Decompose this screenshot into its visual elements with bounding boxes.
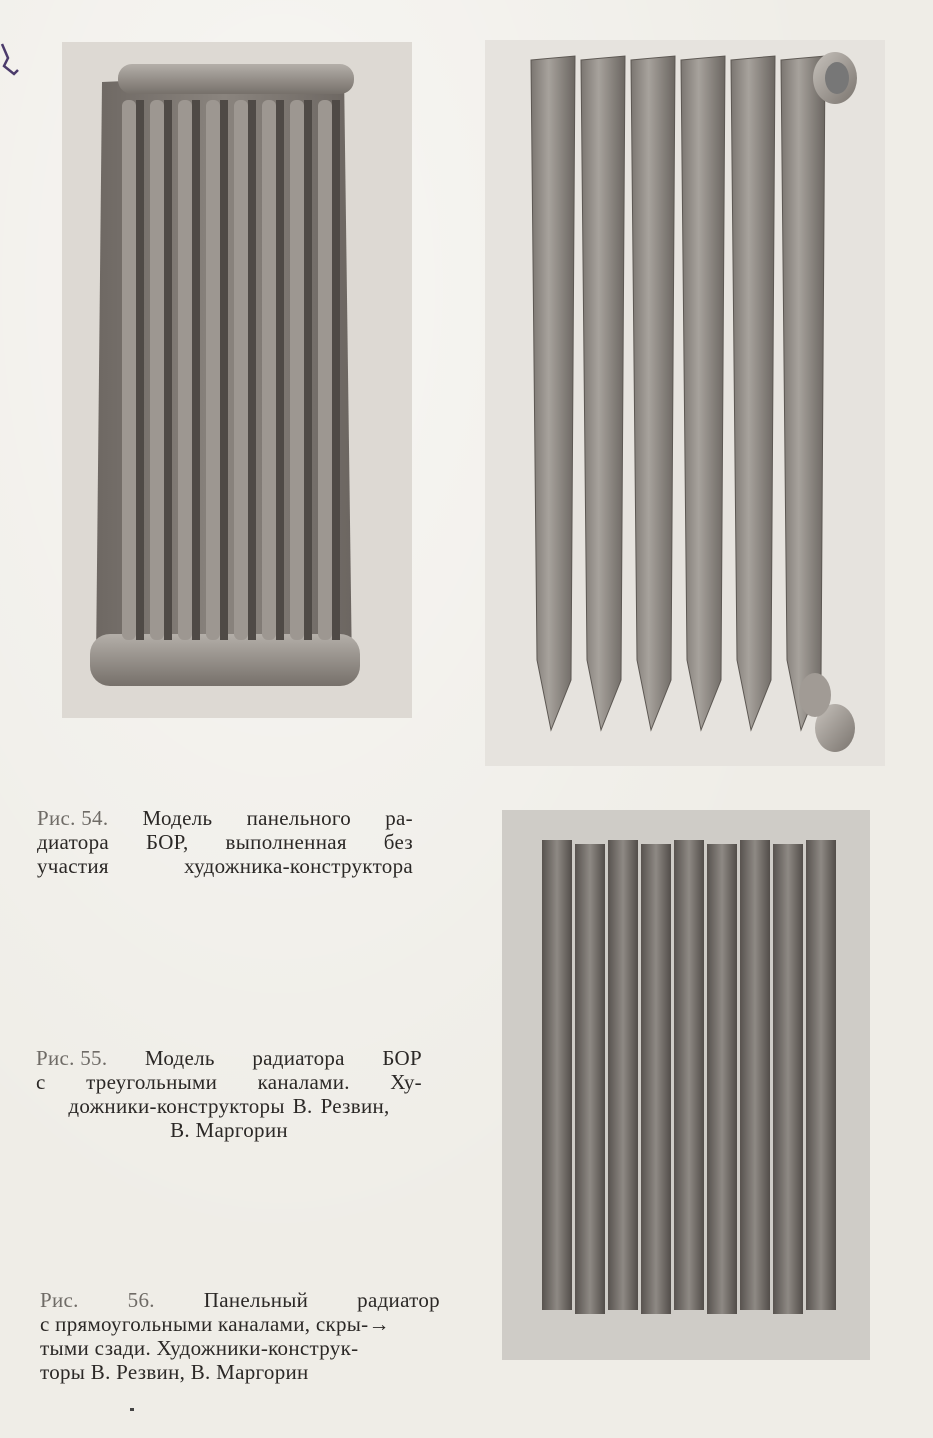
caption-word: участия xyxy=(37,854,109,878)
radiator-rib xyxy=(122,100,136,640)
caption-word: каналами. xyxy=(257,1070,350,1094)
caption-word: торы В. Резвин, В. Маргорин xyxy=(40,1360,309,1384)
caption-word: без xyxy=(383,830,413,854)
caption-word: с xyxy=(36,1070,46,1094)
caption-word: БОР xyxy=(382,1046,422,1070)
radiator-rib-shadow xyxy=(136,100,144,640)
radiator-rib xyxy=(318,100,332,640)
radiator-rib-shadow xyxy=(192,100,200,640)
radiator-channel xyxy=(674,840,704,1310)
caption-line xyxy=(36,1094,422,1118)
caption-line xyxy=(40,1288,440,1312)
radiator-channel xyxy=(773,844,803,1314)
caption-line xyxy=(37,806,413,830)
figure-55-photo xyxy=(485,40,885,766)
radiator-channel xyxy=(707,844,737,1314)
figure-55-caption xyxy=(36,1046,422,1142)
radiator-channel xyxy=(608,840,638,1310)
page-speck xyxy=(130,1408,134,1411)
caption-word: художника-конструктора xyxy=(184,854,413,878)
radiator-fin xyxy=(581,56,625,730)
radiator-rib xyxy=(290,100,304,640)
radiator-rib xyxy=(206,100,220,640)
caption-word: панельного xyxy=(246,806,352,830)
radiator-rib-shadow xyxy=(304,100,312,640)
caption-word: Ху- xyxy=(390,1070,422,1094)
caption-word: БОР, xyxy=(145,830,189,854)
radiator-rib-shadow xyxy=(332,100,340,640)
radiator-channel xyxy=(575,844,605,1314)
caption-word: треугольными xyxy=(86,1070,218,1094)
radiator-rib xyxy=(178,100,192,640)
caption-line xyxy=(36,1118,422,1142)
radiator-rib-shadow xyxy=(220,100,228,640)
radiator-channel xyxy=(740,840,770,1310)
radiator-rib xyxy=(150,100,164,640)
caption-line xyxy=(37,830,413,854)
caption-word: Рис. 55. xyxy=(36,1046,108,1070)
radiator-fin xyxy=(631,56,675,730)
caption-word: В. xyxy=(292,1094,313,1118)
caption-word: радиатор xyxy=(357,1288,440,1312)
ink-mark xyxy=(0,40,22,80)
radiator-rib xyxy=(234,100,248,640)
figure-56-caption xyxy=(40,1288,440,1384)
caption-word: дожники-конструкторы xyxy=(68,1094,285,1118)
caption-word: выполненная xyxy=(225,830,347,854)
radiator-channel xyxy=(806,840,836,1310)
caption-word: Панельный xyxy=(203,1288,309,1312)
caption-line xyxy=(37,854,413,878)
caption-word: Модель xyxy=(142,806,213,830)
caption-line xyxy=(40,1360,440,1384)
radiator-rib-shadow xyxy=(164,100,172,640)
caption-line xyxy=(40,1312,440,1336)
radiator-fin xyxy=(681,56,725,730)
caption-line xyxy=(36,1046,422,1070)
figure-54-photo xyxy=(62,42,412,718)
caption-word: Модель xyxy=(144,1046,215,1070)
radiator-channel xyxy=(641,844,671,1314)
caption-word: Рис. 54. xyxy=(37,806,109,830)
figure-56-photo xyxy=(502,810,870,1360)
radiator-fin xyxy=(731,56,775,730)
figure-54-caption xyxy=(37,806,413,878)
radiator-rib-shadow xyxy=(248,100,256,640)
caption-word: радиатора xyxy=(252,1046,345,1070)
caption-word: Рис. xyxy=(40,1288,79,1312)
caption-word: диатора xyxy=(37,830,110,854)
radiator-rib xyxy=(262,100,276,640)
radiator-fin xyxy=(781,56,825,730)
radiator-fin xyxy=(531,56,575,730)
radiator-channel xyxy=(542,840,572,1310)
caption-word: 56. xyxy=(127,1288,155,1312)
caption-line xyxy=(36,1070,422,1094)
caption-word: В. Маргорин xyxy=(170,1118,288,1142)
caption-word: тыми сзади. Художники-конструк- xyxy=(40,1336,359,1360)
caption-word: с прямоугольными каналами, скры-→ xyxy=(40,1312,390,1336)
caption-word: Резвин, xyxy=(320,1094,390,1118)
caption-word: ра- xyxy=(385,806,413,830)
radiator-rib-shadow xyxy=(276,100,284,640)
caption-line xyxy=(40,1336,440,1360)
